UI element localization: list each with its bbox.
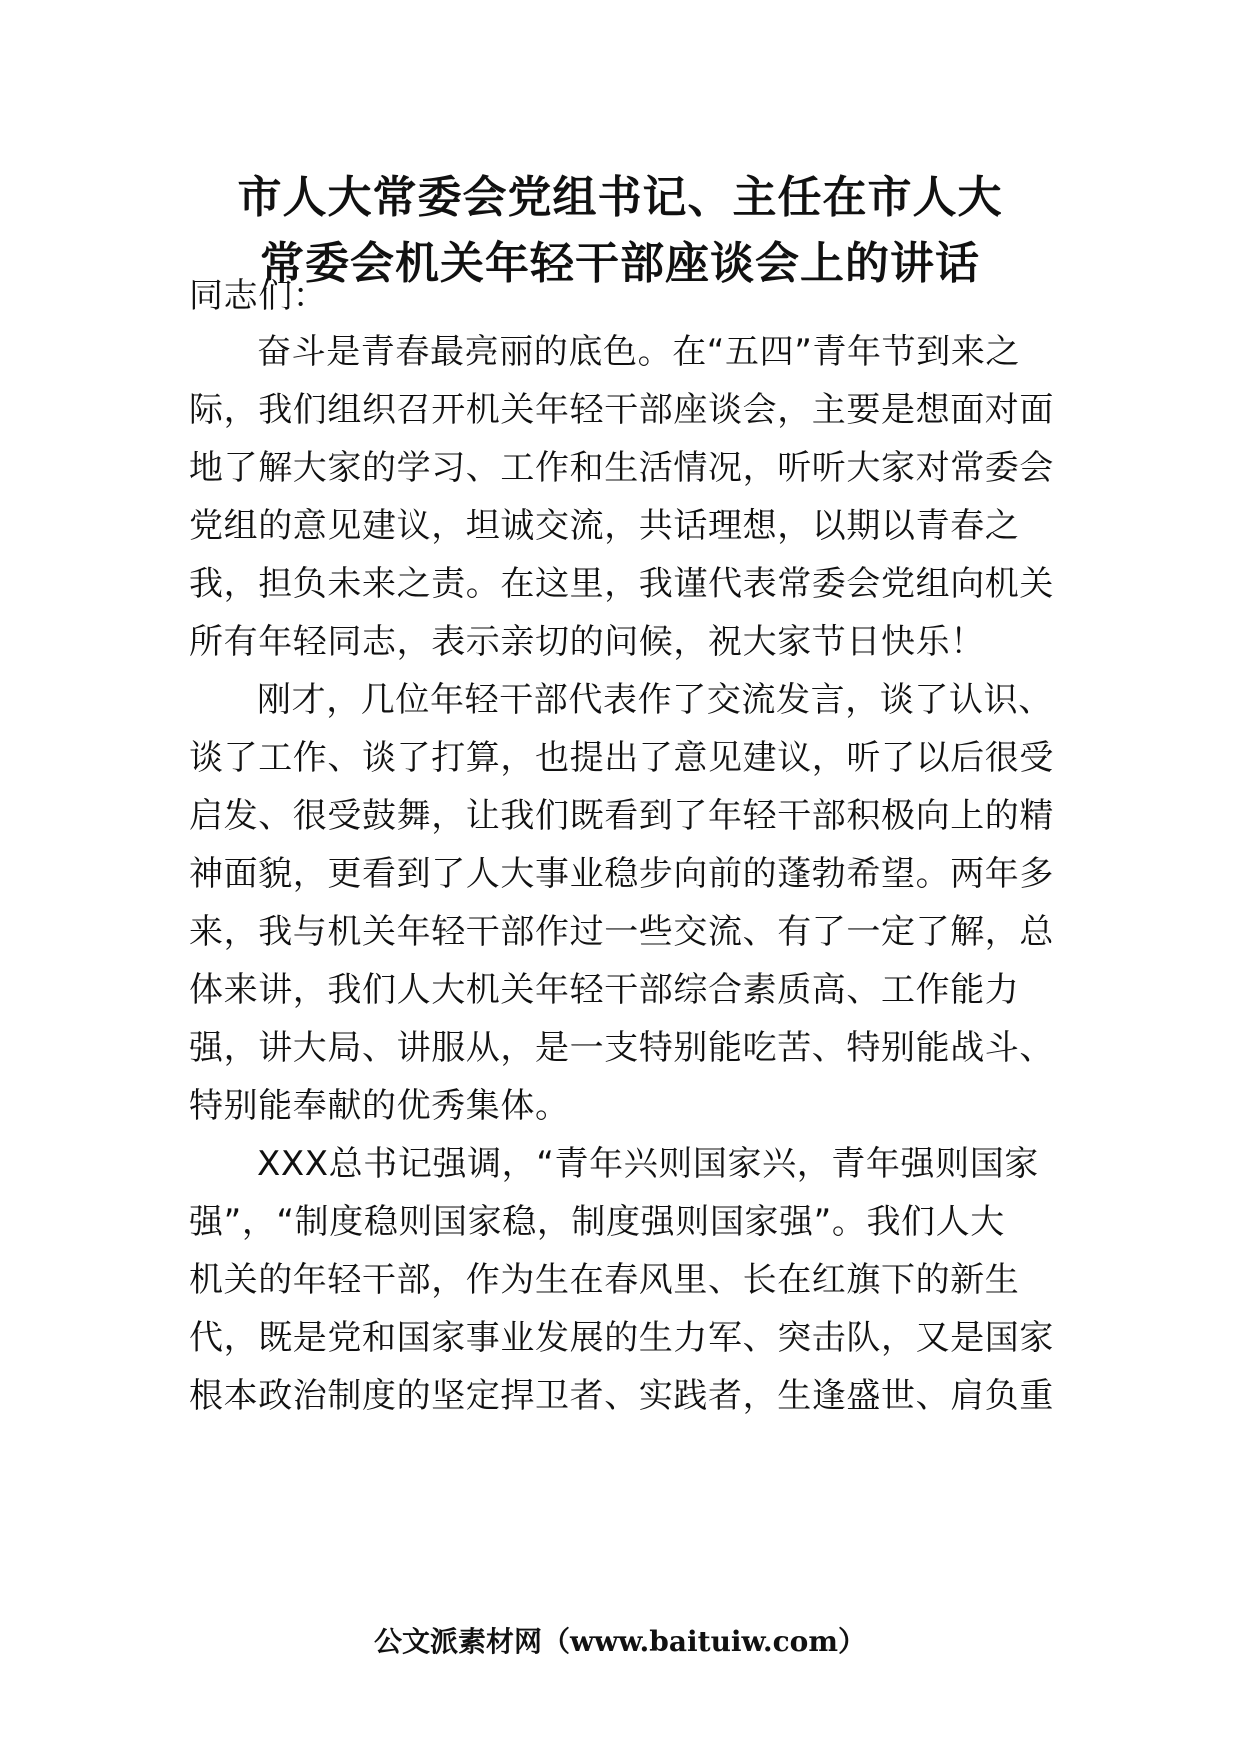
footer-watermark: 公文派素材网（www.baituiw.com） (374, 1625, 866, 1658)
paragraph-line: 根本政治制度的坚定捍卫者、实践者，生逢盛世、肩负重 (189, 1376, 1054, 1416)
paragraph-line: 所有年轻同志，表示亲切的问候，祝大家节日快乐！ (189, 622, 985, 662)
paragraph-line: 刚才，几位年轻干部代表作了交流发言，谈了认识、 (257, 680, 1053, 720)
paragraph-line: 代，既是党和国家事业发展的生力军、突击队，又是国家 (189, 1318, 1054, 1358)
paragraph-line: 特别能奉献的优秀集体。 (189, 1086, 570, 1126)
paragraph-line: 体来讲，我们人大机关年轻干部综合素质高、工作能力 (189, 970, 1020, 1010)
paragraph-line: 奋斗是青春最亮丽的底色。在“五四”青年节到来之 (257, 332, 1021, 372)
paragraph-line: 神面貌，更看到了人大事业稳步向前的蓬勃希望。两年多 (189, 854, 1054, 894)
paragraph-line: 强，讲大局、讲服从，是一支特别能吃苦、特别能战斗、 (189, 1028, 1054, 1068)
paragraph-line: 谈了工作、谈了打算，也提出了意见建议，听了以后很受 (189, 738, 1054, 778)
paragraph-line: 启发、很受鼓舞，让我们既看到了年轻干部积极向上的精 (189, 796, 1054, 836)
paragraph-line: 党组的意见建议，坦诚交流，共话理想，以期以青春之 (189, 506, 1020, 546)
document-title-line-1: 市人大常委会党组书记、主任在市人大 (237, 172, 1003, 223)
paragraph-line: 际，我们组织召开机关年轻干部座谈会，主要是想面对面 (189, 390, 1054, 430)
paragraph-line: 地了解大家的学习、工作和生活情况，听听大家对常委会 (189, 448, 1054, 488)
paragraph-line: 来，我与机关年轻干部作过一些交流、有了一定了解，总 (189, 912, 1054, 952)
paragraph-line: 机关的年轻干部，作为生在春风里、长在红旗下的新生 (189, 1260, 1020, 1300)
paragraph-line: XXX总书记强调，“青年兴则国家兴，青年强则国家 (257, 1144, 1039, 1184)
salutation: 同志们： (189, 276, 328, 316)
paragraph-line: 强”，“制度稳则国家稳，制度强则国家强”。我们人大 (189, 1202, 1005, 1242)
paragraph-line: 我，担负未来之责。在这里，我谨代表常委会党组向机关 (189, 564, 1054, 604)
document-title-line-2: 常委会机关年轻干部座谈会上的讲话 (260, 238, 980, 289)
